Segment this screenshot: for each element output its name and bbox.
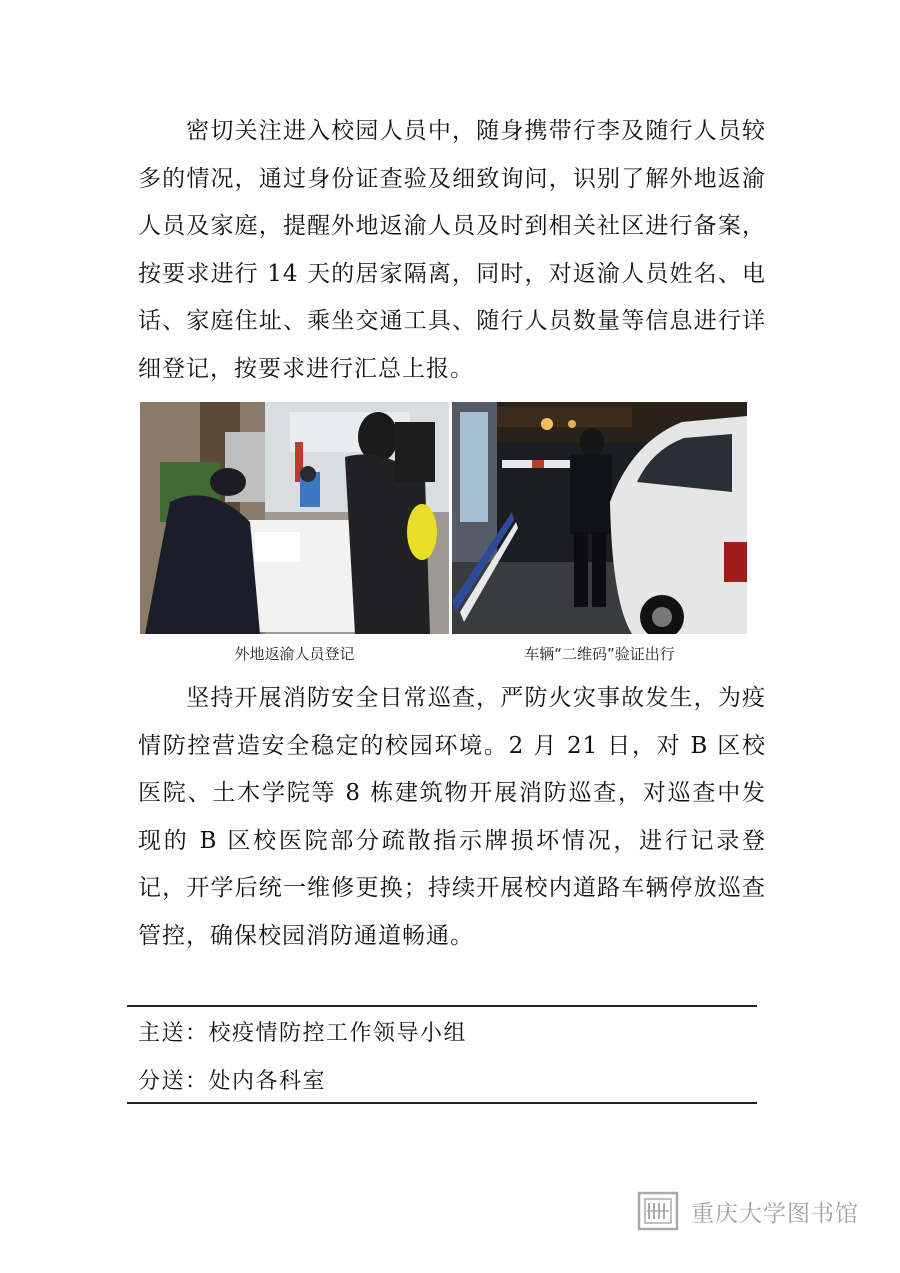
library-logo-icon [637,1191,679,1231]
paragraph-registration [138,108,766,393]
library-watermark [637,1191,859,1231]
distribution-main-recipient: 主送：校疫情防控工作领导小组 [138,1021,468,1046]
photo-caption-vehicle-check: 车辆“二维码”验证出行 [524,645,675,663]
library-watermark-text: 重庆大学图书馆 [691,1200,859,1227]
distribution-copy-recipient: 分送：处内各科室 [138,1069,327,1094]
photo-vehicle-check [452,402,747,634]
paragraph-fire-safety [138,675,766,960]
paragraph-fire-safety-text: 坚持开展消防安全日常巡查，严防火灾事故发生，为疫情防控营造安全稳定的校园环境。2 月 21 日，对 B 区校医院、土木学院等 8 栋建筑物开展消防巡查，对巡查中发现的 B 区校医院部分疏散指示牌损坏情况，进行记录登记，开学后统一维修更换；持续开展校内道路车辆停放巡查管控，确保校园消防通道畅通。 [138,685,766,949]
photo-caption-registration: 外地返渝人员登记 [234,645,355,663]
divider-top [127,1005,757,1007]
paragraph-registration-text: 密切关注进入校园人员中，随身携带行李及随行人员较多的情况，通过身份证查验及细致询问，识别了解外地返渝人员及家庭，提醒外地返渝人员及时到相关社区进行备案，按要求进行 14 天的居家隔离，同时，对返渝人员姓名、电话、家庭住址、乘坐交通工具、随行人员数量等信息进行详细登记，按要求进行汇总上报。 [138,118,766,382]
divider-bottom [127,1102,757,1104]
photo-registration [140,402,449,634]
